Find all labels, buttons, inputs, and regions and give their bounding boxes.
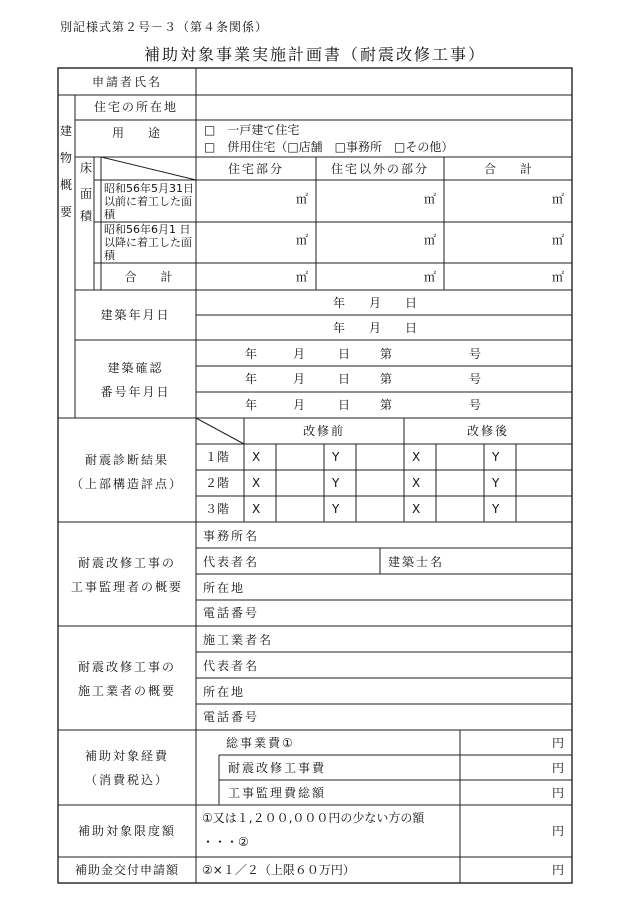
supervisor-label-2: 工事監理者の概要 — [70, 580, 183, 594]
unit-5: ㎡ — [424, 233, 437, 247]
floor-2: ２階 — [205, 476, 230, 490]
grant-formula: ②×１／２（上限６０万円） — [202, 863, 355, 877]
row-before-label: 昭和56年5月31日以前に着工した面積 — [104, 182, 194, 221]
col-header-non-housing: 住宅以外の部分 — [330, 162, 429, 176]
seismic-after-header: 改修後 — [466, 424, 509, 438]
unit-9: ㎡ — [552, 270, 565, 284]
unit-6: ㎡ — [552, 233, 565, 247]
build-date-label: 建築年月日 — [100, 308, 171, 322]
yen-3: 円 — [552, 786, 565, 800]
use-option-detached[interactable]: □ 一戸建て住宅 — [204, 123, 300, 137]
cost-label-1: 補助対象経費 — [84, 749, 169, 763]
unit-1: ㎡ — [296, 192, 309, 206]
use-option-mixed[interactable]: □ 併用住宅（□店舗 □事務所 □その他） — [204, 140, 454, 154]
contractor-phone-label: 電話番号 — [203, 710, 260, 724]
yen-4: 円 — [552, 824, 565, 838]
build-date-row-2: 年 月 日 — [333, 321, 418, 335]
floor-1: １階 — [205, 450, 230, 464]
limit-line-1: ①又は１,２００,０００円の少ない方の額 — [202, 811, 425, 825]
cost-supervision-label: 工事監理費総額 — [228, 786, 327, 800]
supervisor-address-label: 所在地 — [203, 581, 246, 595]
floor-3: ３階 — [205, 502, 230, 516]
building-side-char-1: 建 — [59, 124, 72, 138]
cost-total-label: 総事業費① — [226, 736, 295, 750]
supervisor-architect-label: 建築士名 — [388, 555, 445, 569]
applicant-label: 申請者氏名 — [91, 75, 162, 89]
building-side-char-3: 概 — [59, 178, 72, 192]
supervisor-label-1: 耐震改修工事の — [77, 556, 176, 570]
unit-4: ㎡ — [296, 233, 309, 247]
limit-label: 補助対象限度額 — [77, 824, 176, 838]
building-side-char-4: 要 — [59, 205, 72, 219]
seismic-before-header: 改修前 — [302, 424, 345, 438]
col-header-housing: 住宅部分 — [227, 162, 284, 176]
supervisor-phone-label: 電話番号 — [203, 606, 260, 620]
col-header-total: 合 計 — [483, 162, 532, 176]
contractor-rep-label: 代表者名 — [203, 659, 260, 673]
row-after-label: 昭和56年6月1 日以降に着工した面積 — [104, 223, 192, 262]
contractor-name-label: 施工業者名 — [203, 633, 274, 647]
use-label: 用 途 — [112, 126, 161, 140]
seismic-label-1: 耐震診断結果 — [84, 453, 169, 467]
grant-label: 補助金交付申請額 — [74, 863, 179, 877]
page-title: 補助対象事業実施計画書（耐震改修工事） — [143, 45, 486, 64]
form-number: 別記様式第２号－３（第４条関係） — [60, 20, 269, 34]
yen-1: 円 — [552, 736, 565, 750]
confirm-label-2: 番号年月日 — [100, 385, 171, 399]
unit-2: ㎡ — [424, 192, 437, 206]
location-label: 住宅の所在地 — [94, 100, 179, 114]
unit-8: ㎡ — [424, 270, 437, 284]
build-date-row-1: 年 月 日 — [333, 296, 418, 310]
limit-line-2: ・・・② — [202, 835, 249, 849]
seismic-label-2: （上部構造評点） — [70, 477, 183, 491]
yen-5: 円 — [552, 863, 565, 877]
supervisor-rep-label: 代表者名 — [203, 555, 260, 569]
row-total-label: 合 計 — [124, 270, 173, 284]
building-side-char-2: 物 — [59, 151, 72, 165]
cost-label-2: （消費税込） — [84, 773, 169, 787]
unit-7: ㎡ — [296, 270, 309, 284]
unit-3: ㎡ — [552, 192, 565, 206]
cost-work-label: 耐震改修工事費 — [228, 761, 327, 775]
supervisor-office-label: 事務所名 — [203, 529, 260, 543]
contractor-address-label: 所在地 — [203, 685, 246, 699]
contractor-label-1: 耐震改修工事の — [77, 660, 176, 674]
confirm-label-1: 建築確認 — [107, 361, 164, 375]
contractor-label-2: 施工業者の概要 — [77, 684, 176, 698]
yen-2: 円 — [552, 761, 565, 775]
